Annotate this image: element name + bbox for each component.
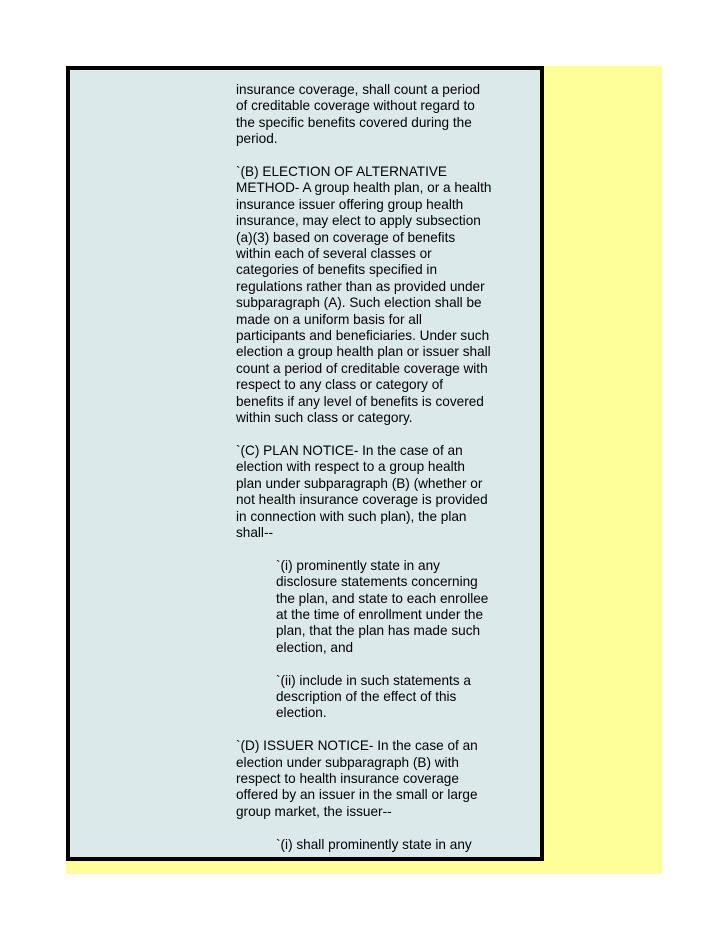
sub-clause-paragraph (276, 837, 526, 853)
text-line: of creditable coverage without regard to (236, 98, 475, 114)
text-line: within such class or category. (236, 410, 413, 426)
text-line: the plan, and state to each enrollee (276, 590, 489, 606)
text-line: disclosure statements concerning (276, 574, 478, 590)
text-line: within each of several classes or (236, 246, 432, 262)
text-line: `(C) PLAN NOTICE- In the case of an (236, 442, 463, 458)
text-line: description of the effect of this (276, 688, 457, 704)
text-line: offered by an issuer in the small or large (236, 787, 478, 803)
document-text (236, 82, 526, 869)
text-line: benefits if any level of benefits is covered (236, 393, 484, 409)
text-line: count a period of creditable coverage with (236, 360, 488, 376)
text-line: group market, the issuer-- (236, 803, 392, 819)
text-line: respect to health insurance coverage (236, 770, 459, 786)
text-line: `(D) ISSUER NOTICE- In the case of an (236, 738, 478, 754)
text-line: in connection with such plan), the plan (236, 508, 467, 524)
text-line: insurance coverage, shall count a period (236, 82, 481, 97)
section-paragraph (236, 443, 526, 541)
section-paragraph (236, 82, 526, 148)
text-line: election, and (276, 639, 354, 655)
text-line: at the time of enrollment under the (276, 606, 484, 622)
text-line: `(i) shall prominently state in any (276, 836, 472, 852)
text-line: (a)(3) based on coverage of benefits (236, 229, 456, 245)
sub-clause-paragraph (276, 558, 526, 656)
text-line: not health insurance coverage is provided (236, 492, 488, 508)
text-line: election with respect to a group health (236, 459, 465, 475)
text-line: period. (236, 131, 278, 147)
text-line: `(ii) include in such statements a (276, 672, 471, 688)
text-line: insurance issuer offering group health (236, 196, 464, 212)
text-line: the specific benefits covered during the (236, 114, 472, 130)
text-line: election. (276, 705, 327, 721)
text-line: categories of benefits specified in (236, 262, 438, 278)
text-line: made on a uniform basis for all (236, 311, 422, 327)
text-line: shall-- (236, 524, 274, 540)
text-line: regulations rather than as provided under (236, 278, 485, 294)
sub-clause-paragraph (276, 673, 526, 722)
text-line: plan, that the plan has made such (276, 623, 481, 639)
text-line: subparagraph (A). Such election shall be (236, 295, 482, 311)
text-line: METHOD- A group health plan, or a health (236, 180, 492, 196)
text-line: participants and beneficiaries. Under such (236, 328, 490, 344)
text-line: plan under subparagraph (B) (whether or (236, 475, 483, 491)
text-line: respect to any class or category of (236, 377, 444, 393)
text-line: `(B) ELECTION OF ALTERNATIVE (236, 164, 447, 180)
section-paragraph (236, 164, 526, 427)
text-line: election a group health plan or issuer shall (236, 344, 491, 360)
text-line: insurance, may elect to apply subsection (236, 213, 481, 229)
section-paragraph (236, 738, 526, 820)
document-box (66, 66, 544, 861)
text-line: `(i) prominently state in any (276, 557, 440, 573)
text-line: election under subparagraph (B) with (236, 754, 459, 770)
